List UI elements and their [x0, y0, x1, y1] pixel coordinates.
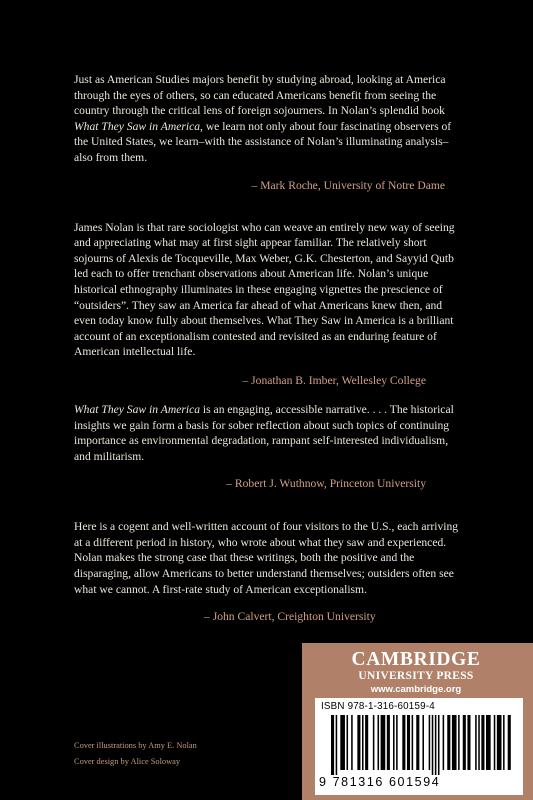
barcode-bar: [357, 715, 360, 770]
barcode-bar: [443, 715, 445, 770]
blurb-attribution-1: – Mark Roche, University of Notre Dame: [251, 178, 445, 192]
publisher-box: [302, 643, 533, 800]
barcode-bar: [438, 715, 440, 775]
barcode-bar: [458, 715, 460, 770]
barcode-bar: [407, 715, 410, 770]
barcode-bar: [381, 715, 386, 770]
blurb-attribution-2: – Jonathan B. Imber, Wellesley College: [242, 373, 426, 387]
publisher-logo: [316, 649, 516, 696]
barcode-bar: [373, 715, 375, 770]
barcode-icon: [331, 715, 511, 775]
barcode-bar: [412, 715, 414, 770]
barcode-bar: [336, 715, 338, 775]
barcode-bar: [497, 715, 502, 770]
barcode-bar: [432, 715, 434, 775]
barcode-bar: [486, 715, 491, 770]
blurb-attribution-3: – Robert J. Wuthnow, Princeton University: [226, 477, 426, 491]
blurb-quote-4: Here is a cogent and well-written account of four visitors to the U.S., each arriving at a different period in history, who wrote about what they saw and experienced. Nolan makes the strong case that these writings, both the positive and the disparaging, allow Americans to better understand themselves; outsiders often see what we cannot. A first-rate study of American exceptionalism.: [74, 520, 459, 596]
barcode-panel: [315, 698, 523, 795]
barcode-bar: [351, 715, 353, 770]
barcode-digits: 9 781316 601594: [319, 775, 441, 789]
barcode-bar: [331, 715, 334, 775]
barcode-bar: [416, 715, 419, 770]
publisher-subname: UNIVERSITY PRESS: [358, 670, 474, 682]
illustration-credit: Cover illustrations by Amy E. Nolan: [74, 741, 197, 750]
barcode-bar: [429, 715, 431, 770]
publisher-website: www.cambridge.org: [370, 684, 462, 695]
barcode-bar: [387, 715, 390, 770]
barcode-bar: [475, 715, 477, 770]
barcode-bar: [396, 715, 398, 770]
barcode-bar: [508, 715, 511, 770]
barcode-bar: [447, 715, 450, 770]
design-credit: Cover design by Alice Soloway: [74, 757, 181, 766]
barcode-bar: [393, 715, 395, 770]
barcode-bar: [481, 715, 484, 770]
endorsements: [74, 72, 466, 624]
barcode-bar: [463, 715, 466, 770]
barcode-bar: [422, 715, 424, 770]
barcode-bar: [340, 715, 345, 770]
barcode-bar: [494, 715, 496, 770]
barcode-bar: [365, 715, 368, 770]
barcode-bar: [362, 715, 364, 770]
blurb-quote-2: James Nolan is that rare sociologist who can weave an entirely new way of seeing and appreciating what may at first sight appear familiar. The relatively short sojourns of Alexis de Tocqueville, Max Weber, G.K. Chesterton, and Sayyid Qutb led each to offer trenchant observations about American life. Nolan’s unique historical ethnography illuminates in these engaging vignettes the prescience of “outsiders”. They saw an America far ahead of what Americans knew then, and even today know fully about themselves. What They Saw in America is a brilliant account of an exceptionalism contested and revisited as an enduring feature of American intellectual life.: [74, 220, 455, 359]
publisher-name: CAMBRIDGE: [351, 649, 481, 670]
book-title: What They Saw in America: [74, 119, 201, 133]
barcode-bar: [467, 715, 470, 770]
barcode-bar: [347, 715, 349, 770]
barcode-bar: [452, 715, 457, 770]
barcode-bar: [503, 715, 505, 770]
book-title: What They Saw in America: [74, 402, 201, 416]
barcode-bar: [478, 715, 480, 770]
blurb-quote-1: Just as American Studies majors benefit by studying abroad, looking at America through the eyes of others, so can educated Americans benefit from seeing the country through the critical lens of foreign sojourners. In Nolan’s splendid book What They Saw in America, we learn not only about four fascinating observers of the United States, we learn–with the assistance of Nolan’s illuminating analysis–also from them.: [74, 73, 452, 164]
blurb-quote-3: What They Saw in America is an engaging, accessible narrative. . . . The historical insights we gain form a basis for sober reflection about such topics of continuing importance as environmental degradation, rampant self-interested individualism, and militarism.: [74, 402, 454, 463]
barcode-bar: [378, 715, 380, 770]
isbn-label: ISBN 978-1-316-60159-4: [321, 701, 435, 712]
cover-credits: [74, 738, 197, 770]
barcode-bar: [402, 715, 405, 770]
barcode-bar: [435, 715, 437, 775]
blurb-attribution-4: – John Calvert, Creighton University: [204, 610, 376, 624]
